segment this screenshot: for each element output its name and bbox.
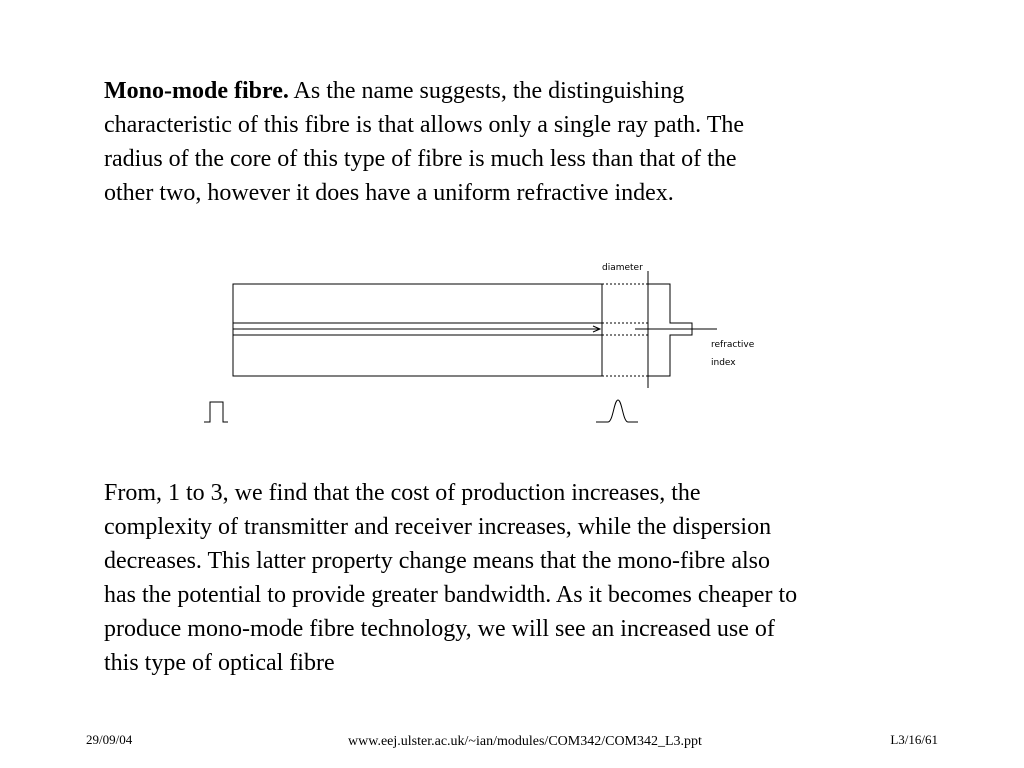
mono-mode-fibre-diagram (195, 255, 775, 435)
refractive-index-profile (648, 284, 692, 376)
fibre-outline (233, 284, 602, 376)
output-pulse (596, 400, 638, 422)
footer-url: www.eej.ulster.ac.uk/~ian/modules/COM342/COM342_L3.ppt (348, 734, 702, 749)
index-label: index (711, 358, 736, 368)
footer-page-number: L3/16/61 (890, 732, 938, 747)
refractive-label: refractive (711, 340, 755, 350)
para1-line-1: As the name suggests, the distinguishing (288, 78, 685, 104)
para2-line-3: decreases. This latter property change means that the mono-fibre also (104, 548, 770, 574)
para1-line-4: other two, however it does have a uniform refractive index. (104, 180, 674, 206)
para1-line-2: characteristic of this fibre is that allows only a single ray path. The (104, 112, 745, 138)
para2-line-2: complexity of transmitter and receiver increases, while the dispersion (104, 514, 772, 540)
para2-line-5: produce mono-mode fibre technology, we will see an increased use of (104, 616, 775, 642)
mono-mode-paragraph (104, 74, 894, 210)
para2-line-4: has the potential to provide greater bandwidth. As it becomes cheaper to (104, 582, 798, 608)
para2-line-1: From, 1 to 3, we find that the cost of production increases, the (104, 480, 701, 506)
para1-line-3: radius of the core of this type of fibre is much less than that of the (104, 146, 737, 172)
para2-line-6: this type of optical fibre (104, 650, 335, 676)
footer-date: 29/09/04 (86, 732, 133, 747)
summary-paragraph (104, 476, 934, 680)
input-pulse (204, 402, 228, 422)
diameter-label: diameter (602, 263, 643, 273)
mono-mode-heading: Mono-mode fibre. (104, 78, 289, 104)
